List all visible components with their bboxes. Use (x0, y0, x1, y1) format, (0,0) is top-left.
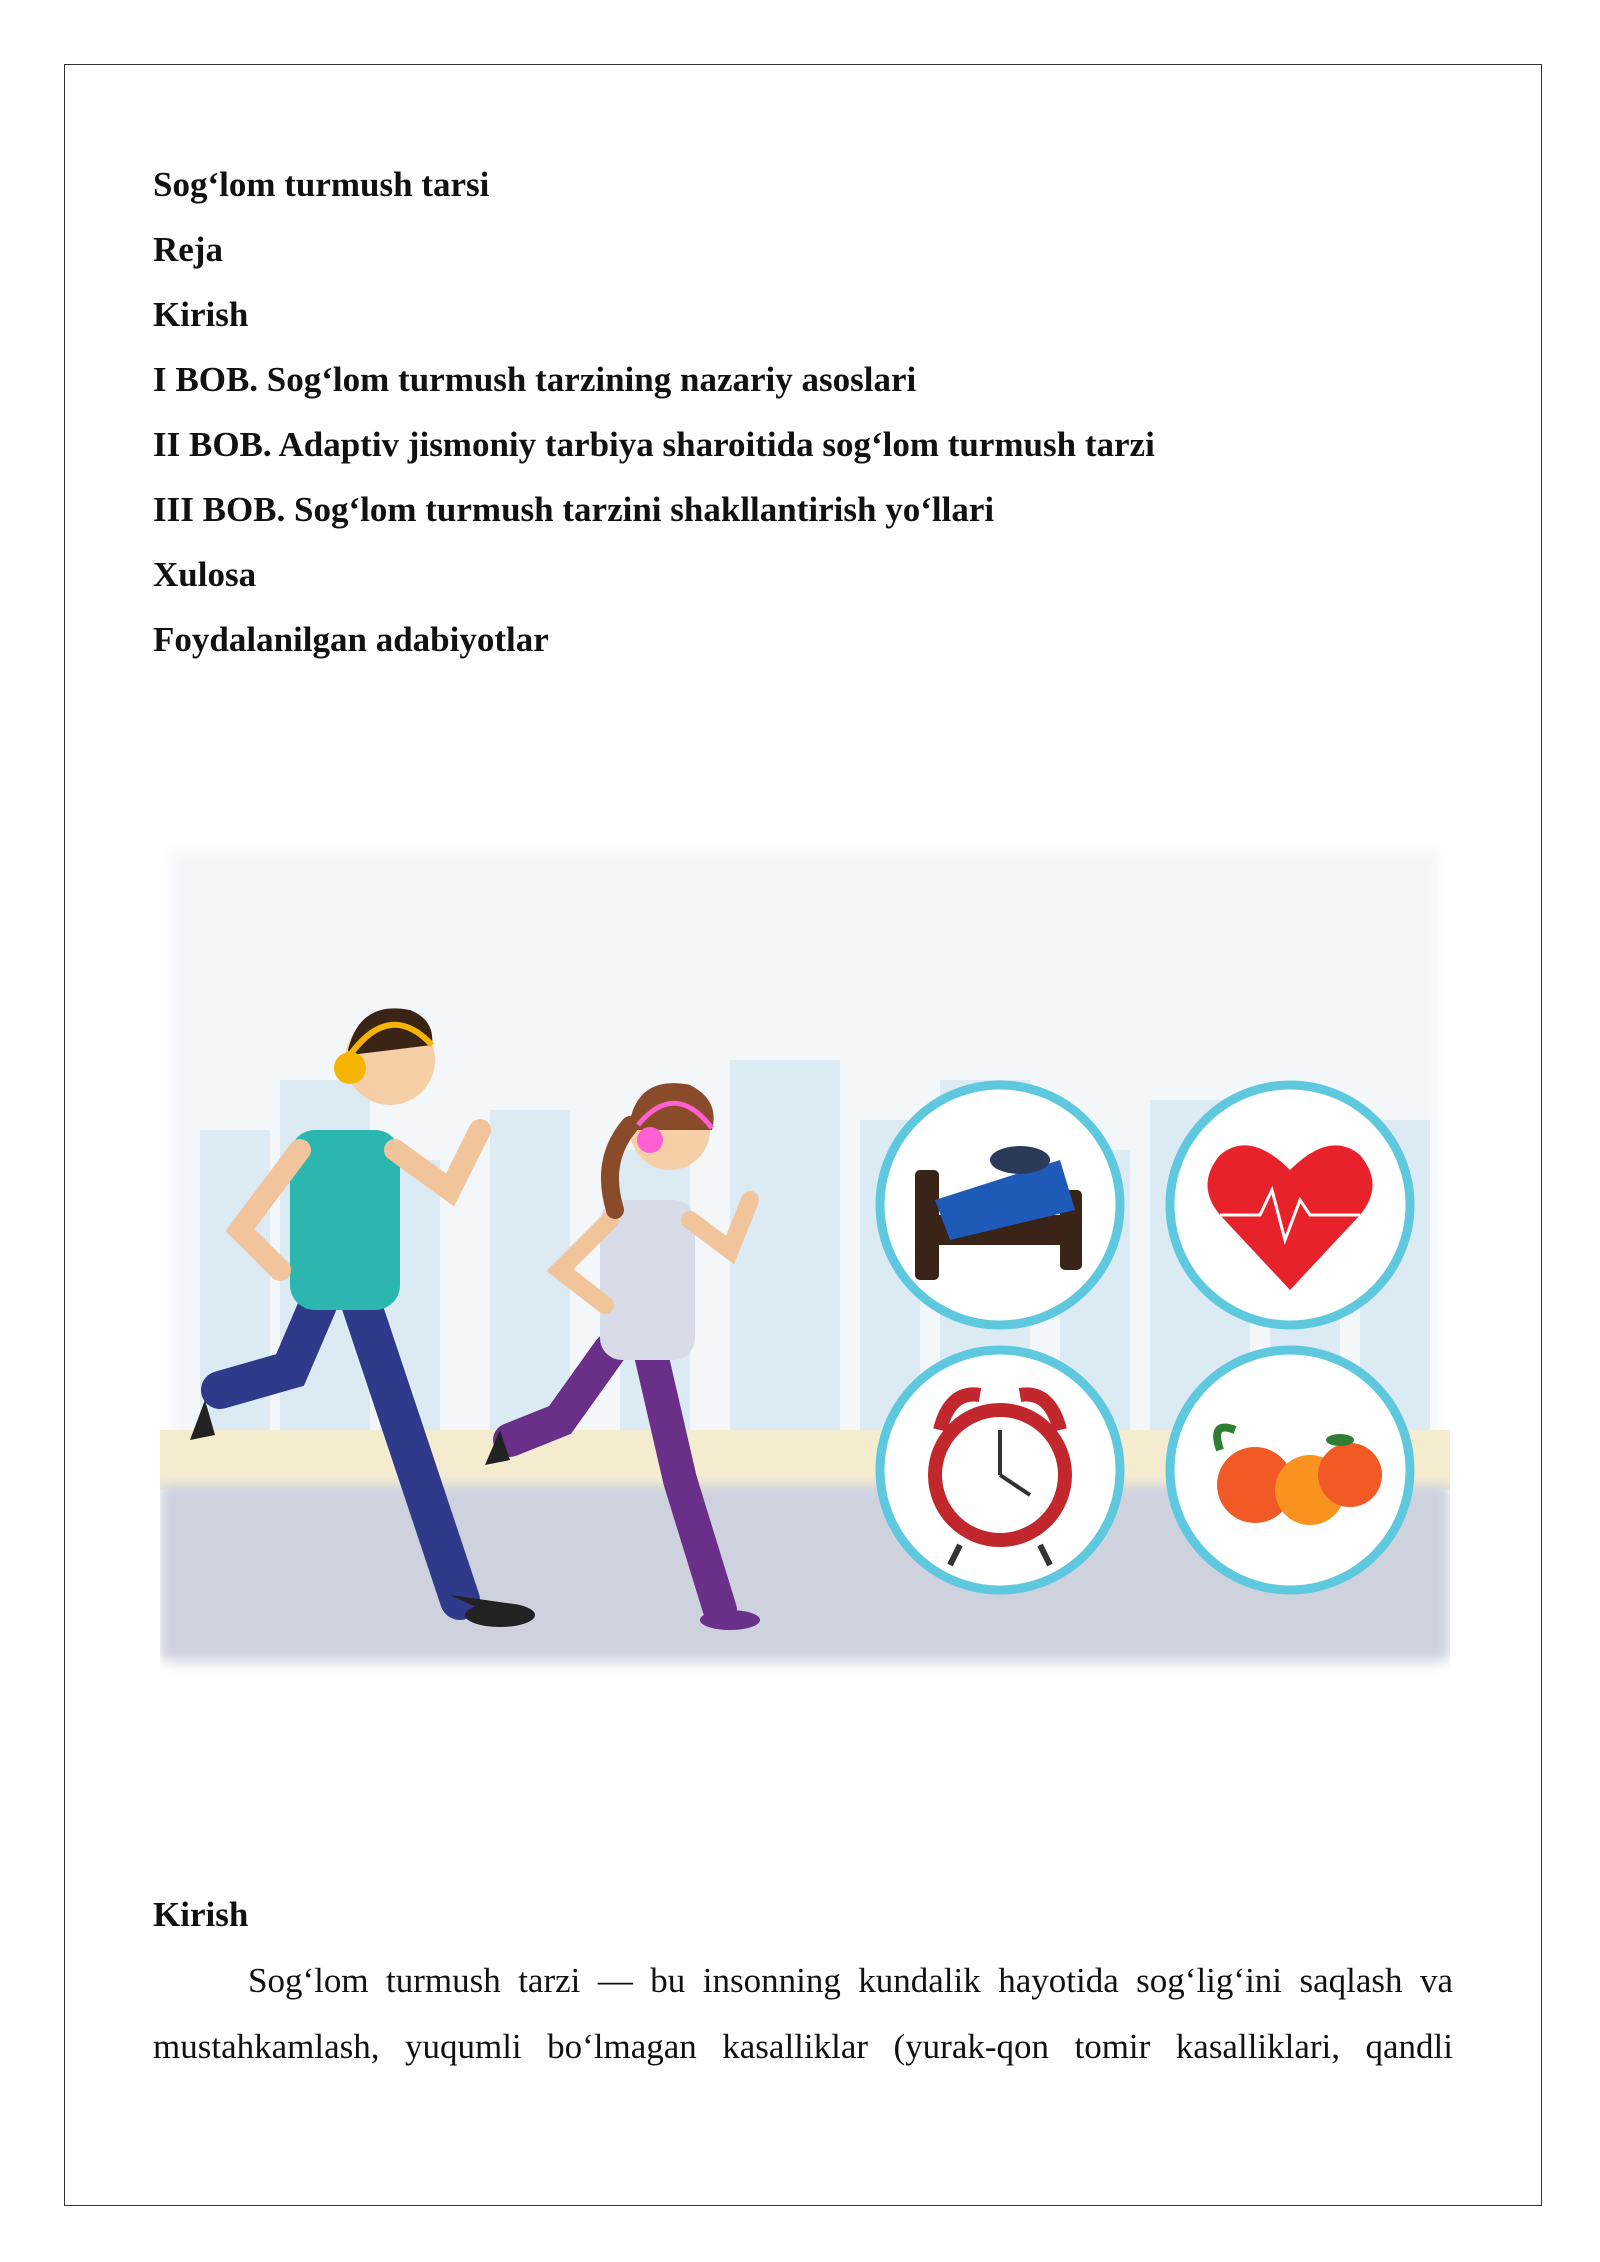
toc-item-chapter-3: III BOB. Sog‘lom turmush tarzini shakllantirish yo‘llari (153, 490, 995, 529)
toc-item-conclusion: Xulosa (153, 555, 257, 594)
introduction-heading: Kirish (153, 1895, 249, 1934)
toc-item-references: Foydalanilgan adabiyotlar (153, 620, 549, 659)
introduction-text: Sog‘lom turmush tarzi — bu insonning kundalik hayotida sog‘lig‘ini saqlash va mustahkamlash, yuqumli bo‘lmagan kasalliklar (yurak-qon tomir kasalliklari, qandli (153, 1961, 1453, 2066)
toc-plan-heading: Reja (153, 230, 223, 269)
healthy-lifestyle-illustration (160, 830, 1450, 1680)
bed-icon (880, 1085, 1120, 1325)
toc-title: Sog‘lom turmush tarsi (153, 165, 490, 204)
toc-item-chapter-2: II BOB. Adaptiv jismoniy tarbiya sharoitida sog‘lom turmush tarzi (153, 425, 1155, 464)
toc-item-introduction: Kirish (153, 295, 249, 334)
fruit-icon (1170, 1350, 1410, 1590)
alarm-clock-icon (880, 1350, 1120, 1590)
table-of-contents (153, 152, 1453, 672)
introduction-paragraph (153, 1948, 1453, 2080)
heart-icon (1170, 1085, 1410, 1325)
toc-item-chapter-1: I BOB. Sog‘lom turmush tarzining nazariy asoslari (153, 360, 917, 399)
